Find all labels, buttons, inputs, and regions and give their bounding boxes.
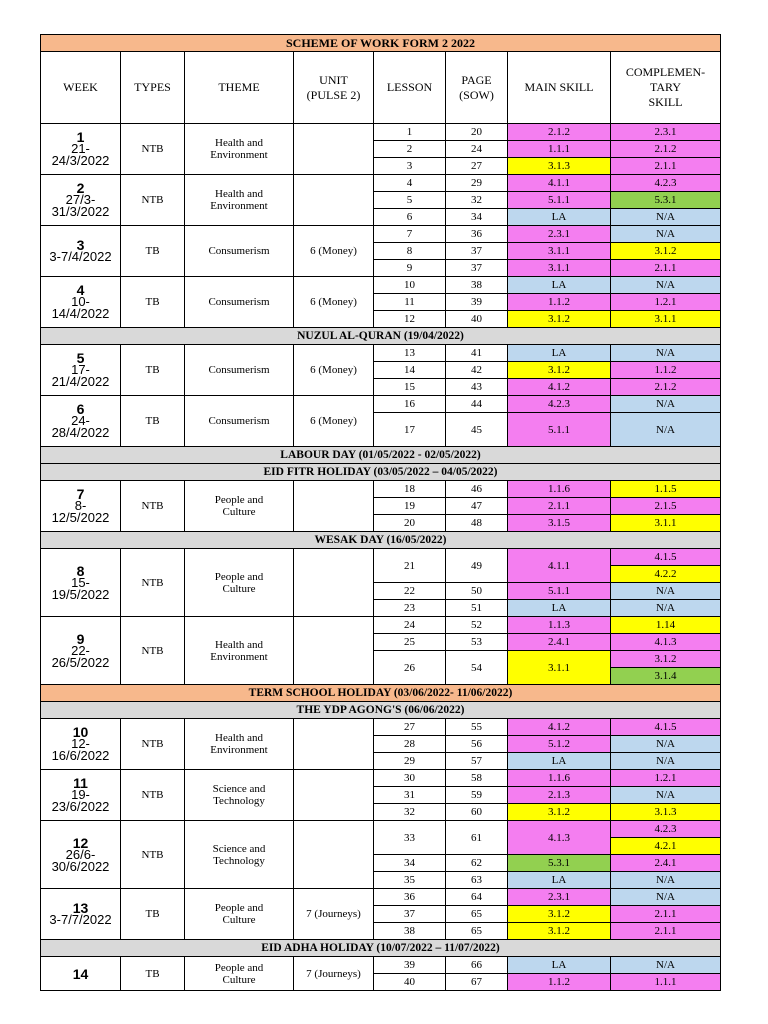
complementary-skill-cell: 1.2.1 <box>611 294 721 311</box>
theme-cell: Consumerism <box>185 277 294 328</box>
table-row <box>41 124 721 141</box>
page-cell: 58 <box>446 770 508 787</box>
week-dates: 27/3- 31/3/2022 <box>51 192 110 219</box>
lesson-cell: 30 <box>374 770 446 787</box>
complementary-skill-cell: 2.1.1 <box>611 260 721 277</box>
complementary-skill-cell: 4.2.3 <box>611 175 721 192</box>
main-skill-cell: LA <box>508 753 611 770</box>
week-number: 4 <box>76 282 85 298</box>
complementary-skill-cell: N/A <box>611 345 721 362</box>
page-cell: 57 <box>446 753 508 770</box>
page-cell: 49 <box>446 549 508 583</box>
scheme-of-work-table <box>40 34 721 991</box>
main-skill-cell: LA <box>508 277 611 294</box>
complementary-skill-cell: 2.3.1 <box>611 124 721 141</box>
page-cell: 39 <box>446 294 508 311</box>
lesson-cell: 15 <box>374 379 446 396</box>
page-cell: 36 <box>446 226 508 243</box>
page-cell: 40 <box>446 311 508 328</box>
table-row <box>41 175 721 192</box>
unit-cell: 6 (Money) <box>294 226 374 277</box>
page-cell: 24 <box>446 141 508 158</box>
page-cell: 51 <box>446 600 508 617</box>
page-cell: 67 <box>446 974 508 991</box>
week-cell <box>41 124 121 175</box>
type-cell: TB <box>121 345 185 396</box>
page-cell: 50 <box>446 583 508 600</box>
complementary-skill-cell: N/A <box>611 872 721 889</box>
week-cell <box>41 277 121 328</box>
lesson-cell: 11 <box>374 294 446 311</box>
lesson-cell: 5 <box>374 192 446 209</box>
week-number: 10 <box>72 724 89 740</box>
unit-cell <box>294 617 374 685</box>
page-cell: 44 <box>446 396 508 413</box>
header-page: PAGE (SOW) <box>446 52 508 124</box>
type-cell: TB <box>121 396 185 447</box>
complementary-skill-cell: 3.1.1 <box>611 515 721 532</box>
type-cell: NTB <box>121 821 185 889</box>
complementary-skill-cell: N/A <box>611 787 721 804</box>
page-cell: 20 <box>446 124 508 141</box>
page-cell: 45 <box>446 413 508 447</box>
type-cell: NTB <box>121 481 185 532</box>
main-skill-cell: 4.1.2 <box>508 379 611 396</box>
lesson-cell: 32 <box>374 804 446 821</box>
type-cell: NTB <box>121 175 185 226</box>
complementary-skill-cell: 3.1.1 <box>611 311 721 328</box>
page-cell: 65 <box>446 906 508 923</box>
holiday-banner: LABOUR DAY (01/05/2022 - 02/05/2022) <box>41 447 721 464</box>
header-unit: UNIT (PULSE 2) <box>294 52 374 124</box>
week-dates: 3-7/7/2022 <box>49 912 112 927</box>
unit-cell <box>294 124 374 175</box>
week-cell <box>41 821 121 889</box>
theme-cell: Science and Technology <box>185 821 294 889</box>
complementary-skill-cell: 2.1.1 <box>611 158 721 175</box>
week-number: 1 <box>76 129 85 145</box>
week-cell <box>41 396 121 447</box>
page-cell: 53 <box>446 634 508 651</box>
table-row <box>41 396 721 413</box>
complementary-skill-cell: 1.2.1 <box>611 770 721 787</box>
page-cell: 41 <box>446 345 508 362</box>
page-cell: 66 <box>446 957 508 974</box>
holiday-banner: EID ADHA HOLIDAY (10/07/2022 – 11/07/2022) <box>41 940 721 957</box>
complementary-skill-cell: 3.1.2 <box>611 651 721 668</box>
complementary-skill-cell: N/A <box>611 600 721 617</box>
main-skill-cell: 1.1.2 <box>508 974 611 991</box>
main-skill-cell: 4.1.1 <box>508 549 611 583</box>
complementary-skill-cell: N/A <box>611 209 721 226</box>
lesson-cell: 31 <box>374 787 446 804</box>
week-dates: 8- 12/5/2022 <box>51 498 110 525</box>
week-dates: 17- 21/4/2022 <box>51 362 110 389</box>
complementary-skill-cell: N/A <box>611 736 721 753</box>
complementary-skill-cell: N/A <box>611 413 721 447</box>
complementary-skill-cell: N/A <box>611 226 721 243</box>
lesson-cell: 33 <box>374 821 446 855</box>
holiday-row <box>41 940 721 957</box>
week-cell <box>41 719 121 770</box>
page-cell: 34 <box>446 209 508 226</box>
main-skill-cell: LA <box>508 957 611 974</box>
main-skill-cell: 3.1.2 <box>508 923 611 940</box>
week-number: 11 <box>73 775 88 791</box>
main-skill-cell: 1.1.2 <box>508 294 611 311</box>
lesson-cell: 21 <box>374 549 446 583</box>
lesson-cell: 22 <box>374 583 446 600</box>
main-skill-cell: LA <box>508 209 611 226</box>
theme-cell: Health and Environment <box>185 719 294 770</box>
lesson-cell: 18 <box>374 481 446 498</box>
page-cell: 59 <box>446 787 508 804</box>
complementary-skill-cell: 1.1.2 <box>611 362 721 379</box>
holiday-banner: THE YDP AGONG'S (06/06/2022) <box>41 702 721 719</box>
complementary-skill-cell: 2.4.1 <box>611 855 721 872</box>
complementary-skill-cell: 2.1.2 <box>611 379 721 396</box>
complementary-skill-cell: 1.1.1 <box>611 974 721 991</box>
main-skill-cell: 1.1.1 <box>508 141 611 158</box>
main-skill-cell: LA <box>508 600 611 617</box>
page-cell: 46 <box>446 481 508 498</box>
main-skill-cell: LA <box>508 872 611 889</box>
holiday-banner: WESAK DAY (16/05/2022) <box>41 532 721 549</box>
lesson-cell: 19 <box>374 498 446 515</box>
week-dates: 12- 16/6/2022 <box>51 736 110 763</box>
page-cell: 54 <box>446 651 508 685</box>
lesson-cell: 20 <box>374 515 446 532</box>
lesson-cell: 12 <box>374 311 446 328</box>
theme-cell: Consumerism <box>185 226 294 277</box>
page-cell: 63 <box>446 872 508 889</box>
complementary-skill-cell: 3.1.4 <box>611 668 721 685</box>
table-row <box>41 821 721 838</box>
theme-cell: Health and Environment <box>185 175 294 226</box>
page-cell: 55 <box>446 719 508 736</box>
week-cell <box>41 549 121 617</box>
lesson-cell: 26 <box>374 651 446 685</box>
table-row <box>41 719 721 736</box>
week-dates: 3-7/4/2022 <box>49 249 112 264</box>
header-main-skill: MAIN SKILL <box>508 52 611 124</box>
complementary-skill-cell: N/A <box>611 889 721 906</box>
lesson-cell: 24 <box>374 617 446 634</box>
page-cell: 60 <box>446 804 508 821</box>
main-skill-cell: 3.1.1 <box>508 260 611 277</box>
main-skill-cell: 3.1.2 <box>508 804 611 821</box>
complementary-skill-cell: 4.2.3 <box>611 821 721 838</box>
holiday-banner: EID FITR HOLIDAY (03/05/2022 – 04/05/2022) <box>41 464 721 481</box>
lesson-cell: 29 <box>374 753 446 770</box>
theme-cell: People and Culture <box>185 889 294 940</box>
lesson-cell: 34 <box>374 855 446 872</box>
unit-cell <box>294 719 374 770</box>
page-cell: 43 <box>446 379 508 396</box>
lesson-cell: 23 <box>374 600 446 617</box>
main-skill-cell: 3.1.1 <box>508 243 611 260</box>
week-number: 13 <box>72 900 89 916</box>
week-dates: 22- 26/5/2022 <box>51 642 110 670</box>
unit-cell: 7 (Journeys) <box>294 957 374 991</box>
week-dates: 19- 23/6/2022 <box>51 787 110 814</box>
page-cell: 62 <box>446 855 508 872</box>
page-cell: 37 <box>446 260 508 277</box>
week-cell <box>41 957 121 991</box>
complementary-skill-cell: N/A <box>611 396 721 413</box>
week-number: 5 <box>76 350 85 366</box>
complementary-skill-cell: 3.1.2 <box>611 243 721 260</box>
unit-cell: 6 (Money) <box>294 396 374 447</box>
main-skill-cell: 5.1.1 <box>508 192 611 209</box>
lesson-cell: 3 <box>374 158 446 175</box>
lesson-cell: 1 <box>374 124 446 141</box>
table-row <box>41 957 721 974</box>
lesson-cell: 38 <box>374 923 446 940</box>
holiday-row <box>41 447 721 464</box>
table-row <box>41 277 721 294</box>
main-skill-cell: 3.1.2 <box>508 906 611 923</box>
lesson-cell: 17 <box>374 413 446 447</box>
header-types: TYPES <box>121 52 185 124</box>
complementary-skill-cell: N/A <box>611 753 721 770</box>
week-cell <box>41 226 121 277</box>
header-complementary-skill: COMPLEMEN- TARY SKILL <box>611 52 721 124</box>
lesson-cell: 35 <box>374 872 446 889</box>
complementary-skill-cell: 2.1.2 <box>611 141 721 158</box>
week-dates: 26/6- 30/6/2022 <box>51 846 110 874</box>
page-cell: 64 <box>446 889 508 906</box>
lesson-cell: 7 <box>374 226 446 243</box>
main-skill-cell: 3.1.2 <box>508 311 611 328</box>
page-cell: 52 <box>446 617 508 634</box>
week-cell <box>41 889 121 940</box>
header-lesson: LESSON <box>374 52 446 124</box>
lesson-cell: 6 <box>374 209 446 226</box>
complementary-skill-cell: N/A <box>611 277 721 294</box>
week-cell <box>41 481 121 532</box>
week-dates: 15- 19/5/2022 <box>51 574 110 602</box>
week-number: 14 <box>72 965 89 982</box>
page-cell: 29 <box>446 175 508 192</box>
main-skill-cell: 5.1.1 <box>508 583 611 600</box>
main-skill-cell: 3.1.2 <box>508 362 611 379</box>
theme-cell: Health and Environment <box>185 124 294 175</box>
main-skill-cell: 5.1.2 <box>508 736 611 753</box>
complementary-skill-cell: 1.14 <box>611 617 721 634</box>
complementary-skill-cell: N/A <box>611 957 721 974</box>
complementary-skill-cell: 5.3.1 <box>611 192 721 209</box>
lesson-cell: 37 <box>374 906 446 923</box>
week-number: 9 <box>76 630 85 647</box>
main-skill-cell: 3.1.3 <box>508 158 611 175</box>
holiday-banner: NUZUL AL-QURAN (19/04/2022) <box>41 328 721 345</box>
header-theme: THEME <box>185 52 294 124</box>
page-cell: 38 <box>446 277 508 294</box>
main-skill-cell: 1.1.6 <box>508 481 611 498</box>
holiday-row <box>41 532 721 549</box>
lesson-cell: 4 <box>374 175 446 192</box>
complementary-skill-cell: 2.1.1 <box>611 906 721 923</box>
lesson-cell: 40 <box>374 974 446 991</box>
main-skill-cell: 4.2.3 <box>508 396 611 413</box>
main-skill-cell: 5.1.1 <box>508 413 611 447</box>
main-skill-cell: 1.1.3 <box>508 617 611 634</box>
type-cell: NTB <box>121 549 185 617</box>
theme-cell: People and Culture <box>185 957 294 991</box>
page-cell: 48 <box>446 515 508 532</box>
complementary-skill-cell: 4.1.3 <box>611 634 721 651</box>
holiday-row <box>41 464 721 481</box>
holiday-row <box>41 328 721 345</box>
lesson-cell: 25 <box>374 634 446 651</box>
main-skill-cell: 2.1.1 <box>508 498 611 515</box>
theme-cell: People and Culture <box>185 549 294 617</box>
header-week: WEEK <box>41 52 121 124</box>
header-row <box>41 52 721 124</box>
title-row <box>41 35 721 52</box>
lesson-cell: 10 <box>374 277 446 294</box>
main-skill-cell: LA <box>508 345 611 362</box>
lesson-cell: 39 <box>374 957 446 974</box>
type-cell: TB <box>121 226 185 277</box>
table-row <box>41 481 721 498</box>
theme-cell: Health and Environment <box>185 617 294 685</box>
type-cell: NTB <box>121 770 185 821</box>
unit-cell <box>294 481 374 532</box>
theme-cell: Consumerism <box>185 345 294 396</box>
main-skill-cell: 1.1.6 <box>508 770 611 787</box>
table-row <box>41 549 721 566</box>
unit-cell: 6 (Money) <box>294 277 374 328</box>
holiday-banner: TERM SCHOOL HOLIDAY (03/06/2022- 11/06/2022) <box>41 685 721 702</box>
week-number: 8 <box>76 562 85 579</box>
week-cell <box>41 617 121 685</box>
table-row <box>41 770 721 787</box>
page-cell: 61 <box>446 821 508 855</box>
week-number: 2 <box>76 180 85 196</box>
unit-cell <box>294 821 374 889</box>
page-cell: 42 <box>446 362 508 379</box>
main-skill-cell: 4.1.2 <box>508 719 611 736</box>
theme-cell: People and Culture <box>185 481 294 532</box>
main-skill-cell: 2.4.1 <box>508 634 611 651</box>
type-cell: TB <box>121 277 185 328</box>
week-cell <box>41 175 121 226</box>
main-skill-cell: 2.1.2 <box>508 124 611 141</box>
complementary-skill-cell: 2.1.5 <box>611 498 721 515</box>
complementary-skill-cell: 3.1.3 <box>611 804 721 821</box>
lesson-cell: 8 <box>374 243 446 260</box>
theme-cell: Science and Technology <box>185 770 294 821</box>
page-cell: 32 <box>446 192 508 209</box>
main-skill-cell: 4.1.3 <box>508 821 611 855</box>
type-cell: TB <box>121 957 185 991</box>
lesson-cell: 16 <box>374 396 446 413</box>
unit-cell <box>294 549 374 617</box>
main-skill-cell: 3.1.1 <box>508 651 611 685</box>
type-cell: NTB <box>121 719 185 770</box>
lesson-cell: 13 <box>374 345 446 362</box>
table-row <box>41 889 721 906</box>
unit-cell <box>294 770 374 821</box>
type-cell: TB <box>121 889 185 940</box>
table-title: SCHEME OF WORK FORM 2 2022 <box>41 35 721 52</box>
main-skill-cell: 2.1.3 <box>508 787 611 804</box>
type-cell: NTB <box>121 124 185 175</box>
page-cell: 37 <box>446 243 508 260</box>
lesson-cell: 27 <box>374 719 446 736</box>
week-dates: 21- 24/3/2022 <box>51 141 110 168</box>
week-number: 3 <box>76 237 85 253</box>
holiday-row <box>41 702 721 719</box>
week-number: 7 <box>76 486 85 502</box>
page-cell: 27 <box>446 158 508 175</box>
week-cell <box>41 345 121 396</box>
theme-cell: Consumerism <box>185 396 294 447</box>
main-skill-cell: 5.3.1 <box>508 855 611 872</box>
table-row <box>41 345 721 362</box>
table-row <box>41 617 721 634</box>
lesson-cell: 14 <box>374 362 446 379</box>
complementary-skill-cell: 4.2.2 <box>611 566 721 583</box>
main-skill-cell: 4.1.1 <box>508 175 611 192</box>
complementary-skill-cell: N/A <box>611 583 721 600</box>
week-dates: 24- 28/4/2022 <box>51 413 110 440</box>
main-skill-cell: 2.3.1 <box>508 226 611 243</box>
week-cell <box>41 770 121 821</box>
holiday-row <box>41 685 721 702</box>
complementary-skill-cell: 2.1.1 <box>611 923 721 940</box>
lesson-cell: 36 <box>374 889 446 906</box>
unit-cell: 7 (Journeys) <box>294 889 374 940</box>
week-dates: 10- 14/4/2022 <box>51 294 110 321</box>
table-row <box>41 226 721 243</box>
page-cell: 56 <box>446 736 508 753</box>
week-number: 6 <box>76 401 85 417</box>
type-cell: NTB <box>121 617 185 685</box>
lesson-cell: 2 <box>374 141 446 158</box>
complementary-skill-cell: 1.1.5 <box>611 481 721 498</box>
main-skill-cell: 2.3.1 <box>508 889 611 906</box>
lesson-cell: 9 <box>374 260 446 277</box>
page-cell: 47 <box>446 498 508 515</box>
complementary-skill-cell: 4.2.1 <box>611 838 721 855</box>
complementary-skill-cell: 4.1.5 <box>611 549 721 566</box>
unit-cell <box>294 175 374 226</box>
week-number: 12 <box>72 834 89 851</box>
main-skill-cell: 3.1.5 <box>508 515 611 532</box>
unit-cell: 6 (Money) <box>294 345 374 396</box>
page-cell: 65 <box>446 923 508 940</box>
lesson-cell: 28 <box>374 736 446 753</box>
complementary-skill-cell: 4.1.5 <box>611 719 721 736</box>
